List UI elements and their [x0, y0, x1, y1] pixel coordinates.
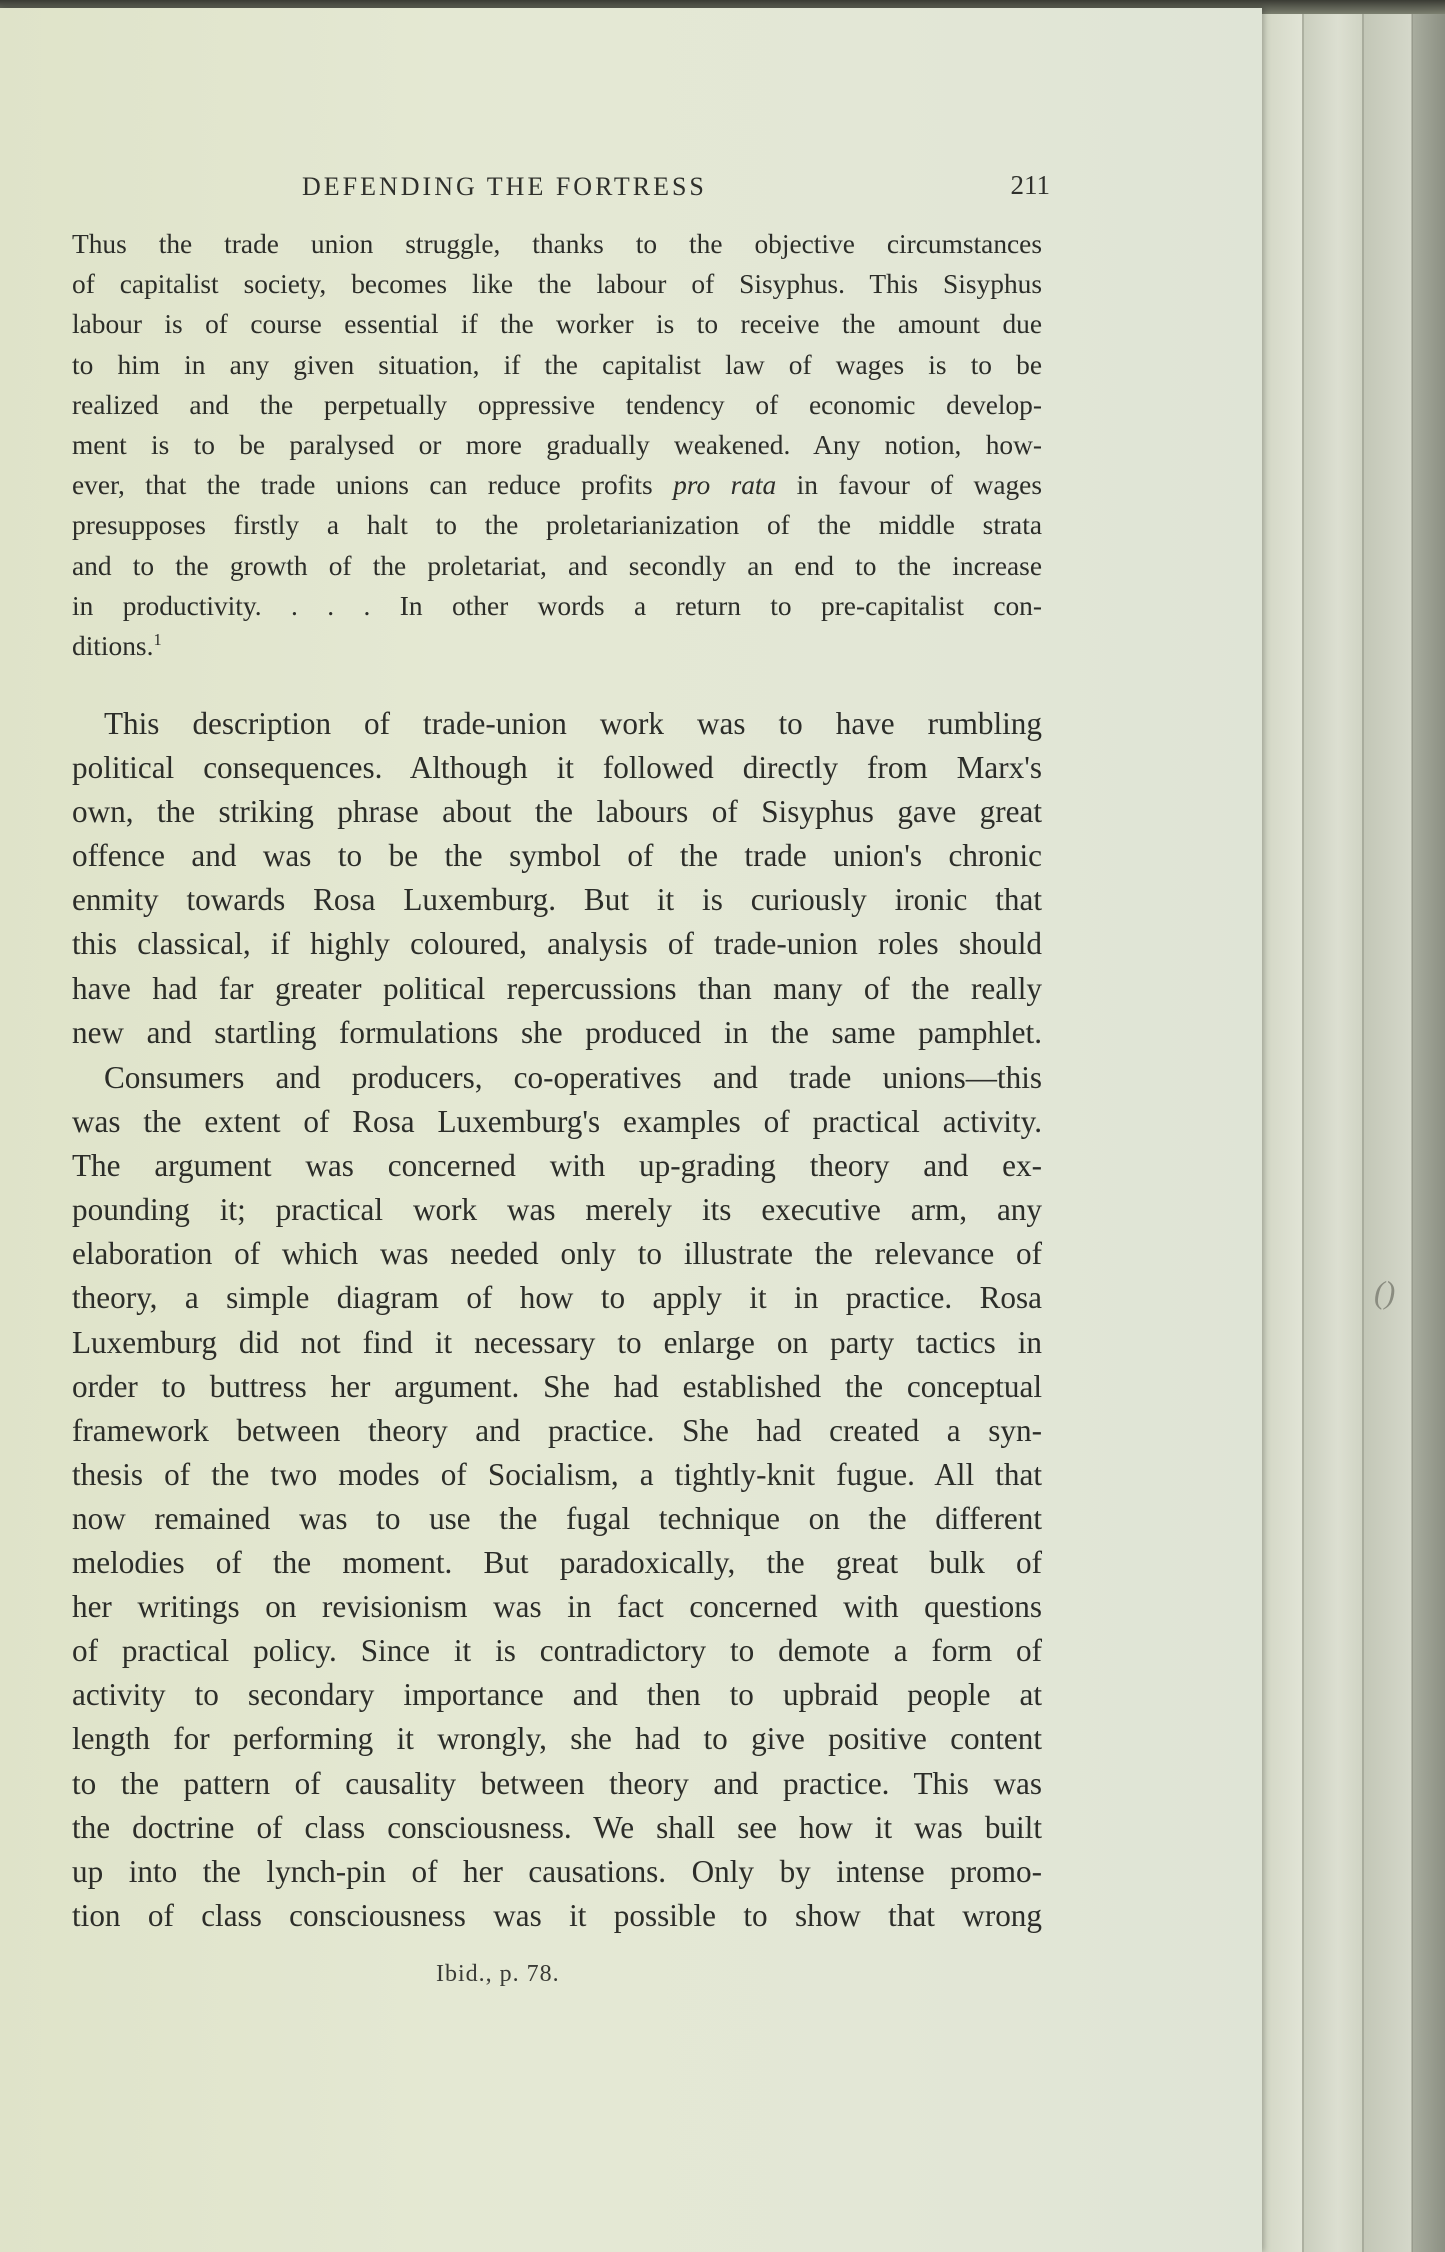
paragraph-line: this classical, if highly coloured, analysis of trade-union roles should: [72, 926, 1042, 962]
paragraph-line: This description of trade-union work was to have rumbling: [104, 706, 1042, 741]
quote-line-tail: in favour of wages: [796, 470, 1042, 501]
paragraph-line: thesis of the two modes of Socialism, a tightly-knit fugue. All that: [72, 1456, 1042, 1492]
paragraph-line: Luxemburg did not find it necessary to enlarge on party tactics in: [72, 1324, 1042, 1360]
footnote-marker: 1: [153, 629, 162, 649]
paragraph-line: theory, a simple diagram of how to apply it in practice. Rosa: [72, 1280, 1042, 1316]
book-page: [0, 8, 1262, 2252]
running-title: DEFENDING THE FORTRESS: [302, 172, 707, 201]
paragraph-line: Consumers and producers, co-operatives and trade unions—this: [104, 1060, 1042, 1095]
block-quote: [72, 224, 1042, 666]
italic-phrase: pro rata: [673, 470, 777, 501]
paragraph-line: have had far greater political repercussions than many of the really: [72, 970, 1042, 1006]
paragraph-1: [72, 702, 1042, 1055]
quote-line: of capitalist society, becomes like the labour of Sisyphus. This Sisyphus: [72, 269, 1042, 300]
paragraph-line: up into the lynch-pin of her causations. Only by intense promo-: [72, 1853, 1042, 1889]
paragraph-line: length for performing it wrongly, she had to give positive content: [72, 1721, 1042, 1757]
paragraph-line: the doctrine of class consciousness. We shall see how it was built: [72, 1809, 1042, 1845]
quote-line: presupposes firstly a halt to the proletarianization of the middle strata: [72, 510, 1042, 541]
page-edge-stack: [1302, 14, 1362, 2252]
paragraph-line: offence and was to be the symbol of the trade union's chronic: [72, 838, 1042, 874]
paragraph-line: own, the striking phrase about the labours of Sisyphus gave great: [72, 794, 1042, 830]
quote-line-head: ever, that the trade unions can reduce profits: [72, 470, 653, 501]
page-edge-stack: [1412, 14, 1445, 2252]
quote-line: labour is of course essential if the worker is to receive the amount due: [72, 309, 1042, 340]
paragraph-line: elaboration of which was needed only to illustrate the relevance of: [72, 1236, 1042, 1272]
page-edge-line: [1302, 14, 1304, 2252]
quote-line: ment is to be paralysed or more gradually weakened. Any notion, how-: [72, 430, 1042, 461]
quote-last-words: ditions.: [72, 631, 154, 662]
paragraph-line: to the pattern of causality between theory and practice. This was: [72, 1765, 1042, 1801]
page-edge-stack: [1262, 14, 1302, 2252]
paragraph-line: enmity towards Rosa Luxemburg. But it is curiously ironic that: [72, 882, 1042, 918]
quote-line: in productivity. . . . In other words a return to pre-capitalist con-: [72, 590, 1042, 621]
paragraph-line: pounding it; practical work was merely its executive arm, any: [72, 1192, 1042, 1228]
running-head: [70, 168, 1050, 208]
paragraph-line: activity to secondary importance and then to upbraid people at: [72, 1677, 1042, 1713]
paragraph-line: new and startling formulations she produced in the same pamphlet.: [72, 1014, 1042, 1050]
quote-line: to him in any given situation, if the capitalist law of wages is to be: [72, 349, 1042, 380]
paragraph-line: of practical policy. Since it is contradictory to demote a form of: [72, 1633, 1042, 1669]
footnote: Ibid., p. 78.: [436, 1961, 560, 1987]
page-edge-line: [1362, 14, 1364, 2252]
paragraph-line: order to buttress her argument. She had established the conceptual: [72, 1368, 1042, 1404]
paragraph-line: framework between theory and practice. She had created a syn-: [72, 1412, 1042, 1448]
page-edge-line: [1411, 14, 1413, 2252]
quote-line: [72, 626, 1042, 666]
margin-pencil-mark: (): [1374, 1274, 1396, 1310]
paragraph-line: was the extent of Rosa Luxemburg's examples of practical activity.: [72, 1104, 1042, 1140]
paragraph-line: now remained was to use the fugal technique on the different: [72, 1500, 1042, 1536]
paragraph-line: The argument was concerned with up-grading theory and ex-: [72, 1148, 1042, 1184]
paragraph-line: her writings on revisionism was in fact concerned with questions: [72, 1589, 1042, 1625]
paragraph-line: tion of class consciousness was it possible to show that wrong: [72, 1897, 1042, 1933]
paragraph-line: political consequences. Although it followed directly from Marx's: [72, 750, 1042, 786]
page-number: 211: [1010, 170, 1050, 200]
page-edge-stack: [1362, 14, 1412, 2252]
quote-line-with-italic: [72, 465, 1042, 505]
paragraph-line: melodies of the moment. But paradoxically, the great bulk of: [72, 1545, 1042, 1581]
paragraph-2: [72, 1056, 1042, 1938]
quote-line: and to the growth of the proletariat, and secondly an end to the increase: [72, 550, 1042, 581]
quote-line: realized and the perpetually oppressive tendency of economic develop-: [72, 389, 1042, 420]
quote-line: Thus the trade union struggle, thanks to the objective circumstances: [72, 229, 1042, 259]
